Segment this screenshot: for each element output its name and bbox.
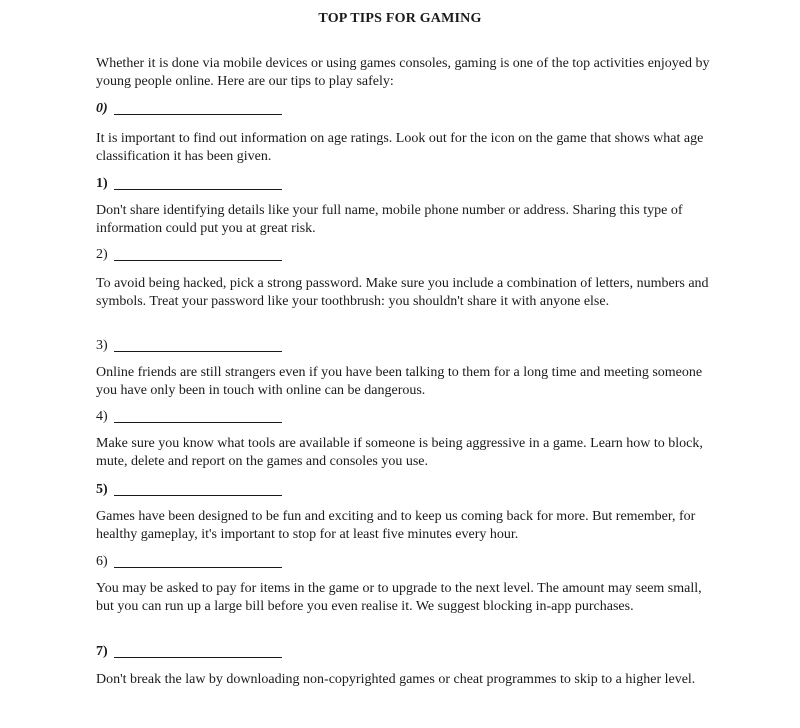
- item-4-label: [96, 408, 282, 426]
- item-number: 4): [96, 409, 108, 424]
- item-number: 5): [96, 482, 108, 497]
- page-title: TOP TIPS FOR GAMING: [318, 11, 482, 26]
- intro-paragraph: Whether it is done via mobile devices or using games consoles, gaming is one of the top activities enjoyed by young people online. Here are our tips to play safely:: [96, 56, 710, 89]
- item-number: 1): [96, 176, 108, 191]
- item-3-label: [96, 337, 282, 355]
- item-5-text: Games have been designed to be fun and exciting and to keep us coming back for more. But remember, for healthy gameplay, it's important to stop for at least five minutes every hour.: [96, 509, 696, 542]
- item-6-text: You may be asked to pay for items in the game or to upgrade to the next level. The amount may seem small, but you can run up a large bill before you even realise it. We suggest blocking in-app purchases.: [96, 581, 702, 614]
- answer-blank: [114, 566, 282, 568]
- answer-blank: [114, 656, 282, 658]
- answer-blank: [114, 259, 282, 261]
- item-7-text: Don't break the law by downloading non-copyrighted games or cheat programmes to skip to a higher level.: [96, 672, 696, 687]
- item-number: 7): [96, 644, 108, 659]
- item-7-label: [96, 643, 282, 661]
- item-2-label: [96, 246, 282, 264]
- item-number: 6): [96, 554, 108, 569]
- item-4-text: Make sure you know what tools are available if someone is being aggressive in a game. Learn how to block, mute, delete and report on the games and consoles you use.: [96, 436, 703, 469]
- item-0-label: [96, 100, 282, 118]
- item-3-text: Online friends are still strangers even if you have been talking to them for a long time and meeting someone you have only been in touch with online can be dangerous.: [96, 365, 703, 398]
- answer-blank: [114, 188, 282, 190]
- answer-blank: [114, 350, 282, 352]
- item-0-text: It is important to find out information on age ratings. Look out for the icon on the game that shows what age classification it has been given.: [96, 131, 704, 164]
- item-number: 0): [96, 101, 108, 116]
- answer-blank: [114, 494, 282, 496]
- item-1-label: [96, 175, 282, 193]
- item-6-label: [96, 553, 282, 571]
- item-5-label: [96, 481, 282, 499]
- answer-blank: [114, 421, 282, 423]
- item-2-text: To avoid being hacked, pick a strong password. Make sure you include a combination of letters, numbers and symbols. Treat your password like your toothbrush: you shouldn't share it with anyone else.: [96, 276, 709, 309]
- item-number: 3): [96, 338, 108, 353]
- item-1-text: Don't share identifying details like your full name, mobile phone number or address. Sharing this type of information could put you at great risk.: [96, 203, 683, 236]
- answer-blank: [114, 113, 282, 115]
- item-number: 2): [96, 247, 108, 262]
